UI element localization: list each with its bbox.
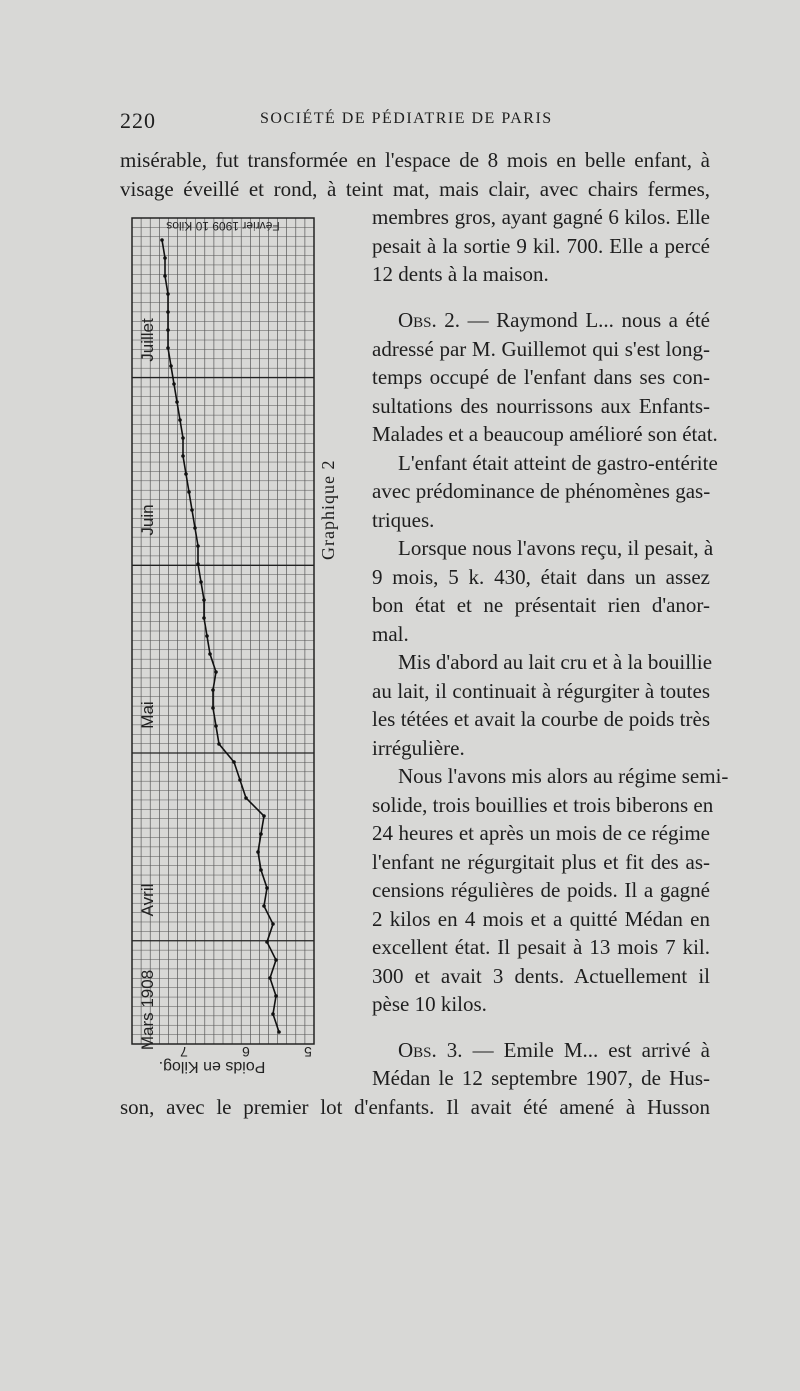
text-line: Mis d'abord au lait cru et à la bouillie <box>398 650 713 674</box>
text-line: excellent état. Il pesait à 13 mois 7 kil. <box>372 935 710 959</box>
weight-point <box>166 310 170 314</box>
text-line: 24 heures et après un mois de ce régime <box>372 821 710 845</box>
weight-point <box>202 616 206 620</box>
weight-point <box>238 778 242 782</box>
text-line: censions régulières de poids. Il a gagné <box>372 878 710 902</box>
obs2-first-line <box>398 306 710 334</box>
weight-tick-label: 6 <box>242 1044 250 1060</box>
weight-point <box>271 922 275 926</box>
month-label: Juin <box>138 504 157 536</box>
weight-point <box>205 634 209 638</box>
text-line: solide, trois bouillies et trois biberons en <box>372 793 714 817</box>
weight-point <box>232 760 236 764</box>
month-label: Mars 1908 <box>138 969 157 1051</box>
weight-point <box>184 472 188 476</box>
month-label-group <box>138 970 157 1050</box>
month-label: Juillet <box>138 318 157 362</box>
text-line: au lait, il continuait à régurgiter à toutes <box>372 679 710 703</box>
text-line: L'enfant était atteint de gastro-entérite <box>398 451 718 475</box>
weight-tick-group <box>180 1044 188 1060</box>
weight-tick-labels <box>180 1044 312 1060</box>
running-title: SOCIÉTÉ DE PÉDIATRIE DE PARIS <box>260 110 553 127</box>
weight-point <box>178 418 182 422</box>
chart-header-label: Février 1909 10 Kilos <box>166 219 280 233</box>
weight-point <box>163 274 167 278</box>
weight-point <box>175 400 179 404</box>
weight-point <box>271 1012 275 1016</box>
text-line: pèse 10 kilos. <box>372 992 487 1016</box>
weight-point <box>217 742 221 746</box>
weight-point <box>181 436 185 440</box>
text-line: 300 et avait 3 dents. Actuellement il <box>372 964 710 988</box>
text-line: sultations des nourrissons aux Enfants- <box>372 394 710 418</box>
weight-point <box>274 958 278 962</box>
weight-point <box>172 382 176 386</box>
text-line: l'enfant ne régurgitait plus et fit des as- <box>372 850 710 874</box>
text-line: 2 kilos en 4 mois et a quitté Médan en <box>372 907 710 931</box>
chart-header-group <box>166 219 279 233</box>
weight-point <box>193 526 197 530</box>
obs3-label: Obs. 3. <box>398 1038 463 1062</box>
weight-tick-label: 5 <box>304 1044 312 1060</box>
text-line: les tétées et avait la courbe de poids très <box>372 707 710 731</box>
text-line: Malades et a beaucoup amélioré son état. <box>372 422 718 446</box>
text-line: misérable, fut transformée en l'espace de 8 mois en belle enfant, à <box>120 148 710 172</box>
weight-point <box>181 454 185 458</box>
month-label: Mai <box>138 701 157 729</box>
weight-point <box>190 508 194 512</box>
weight-point <box>211 706 215 710</box>
text-line: Nous l'avons mis alors au régime semi- <box>398 764 729 788</box>
weight-point <box>211 688 215 692</box>
weight-tick-label: 7 <box>180 1044 188 1060</box>
weight-point <box>208 652 212 656</box>
month-label-group <box>138 318 157 362</box>
text-line: triques. <box>372 508 435 532</box>
text-line: 9 mois, 5 k. 430, était dans un assez <box>372 565 710 589</box>
weight-point <box>196 562 200 566</box>
weight-point <box>166 292 170 296</box>
obs2-label: Obs. 2. <box>398 308 461 332</box>
weight-point <box>262 904 266 908</box>
weight-point <box>163 256 167 260</box>
weight-point <box>262 814 266 818</box>
chart-grid <box>132 218 314 1044</box>
text-line: adressé par M. Guillemot qui s'est long- <box>372 337 710 361</box>
yaxis-label-group <box>159 1058 266 1075</box>
text-line: Médan le 12 septembre 1907, de Hus- <box>372 1066 710 1090</box>
weight-point <box>268 976 272 980</box>
weight-point <box>196 544 200 548</box>
weight-chart <box>120 210 360 1090</box>
yaxis-label: Poids en Kilog. <box>158 1058 266 1075</box>
text-line: avec prédominance de phénomènes gas- <box>372 479 711 503</box>
obs3-first-text: — Emile M... est arrivé à <box>472 1038 711 1062</box>
weight-point <box>169 364 173 368</box>
weight-point <box>214 724 218 728</box>
text-line: bon état et ne présentait rien d'anor- <box>372 593 710 617</box>
weight-point <box>277 1030 281 1034</box>
weight-point <box>166 346 170 350</box>
obs3-first-line <box>398 1036 710 1064</box>
weight-points <box>160 238 281 1034</box>
text-line: son, avec le premier lot d'enfants. Il avait été amené à Husson <box>120 1095 710 1119</box>
weight-point <box>166 328 170 332</box>
weight-point <box>187 490 191 494</box>
weight-tick-group <box>304 1044 312 1060</box>
month-label: Avril <box>138 883 157 917</box>
page-header <box>120 108 710 136</box>
obs2-first-text: — Raymond L... nous a été <box>467 308 711 332</box>
weight-point <box>265 940 269 944</box>
weight-point <box>274 994 278 998</box>
weight-point <box>244 796 248 800</box>
weight-point <box>199 580 203 584</box>
text-line: temps occupé de l'enfant dans ses con- <box>372 365 710 389</box>
text-line: irrégulière. <box>372 736 465 760</box>
text-line: pesait à la sortie 9 kil. 700. Elle a percé <box>372 234 710 258</box>
weight-point <box>259 868 263 872</box>
weight-tick-group <box>242 1044 250 1060</box>
text-line: 12 dents à la maison. <box>372 262 549 286</box>
weight-point <box>160 238 164 242</box>
weight-point <box>265 886 269 890</box>
page-number: 220 <box>120 108 156 133</box>
text-line: visage éveillé et rond, à teint mat, mais clair, avec chairs fermes, <box>120 177 710 201</box>
weight-point <box>214 670 218 674</box>
weight-point <box>256 850 260 854</box>
weight-point <box>259 832 263 836</box>
graph-caption: Graphique 2 <box>318 459 338 560</box>
text-line: membres gros, ayant gagné 6 kilos. Elle <box>372 205 710 229</box>
text-line: Lorsque nous l'avons reçu, il pesait, à <box>398 536 714 560</box>
weight-chart-svg <box>120 210 360 1090</box>
month-label-group <box>138 884 157 917</box>
text-line: mal. <box>372 622 409 646</box>
month-label-group <box>138 701 157 728</box>
month-label-group <box>138 504 157 535</box>
weight-point <box>202 598 206 602</box>
